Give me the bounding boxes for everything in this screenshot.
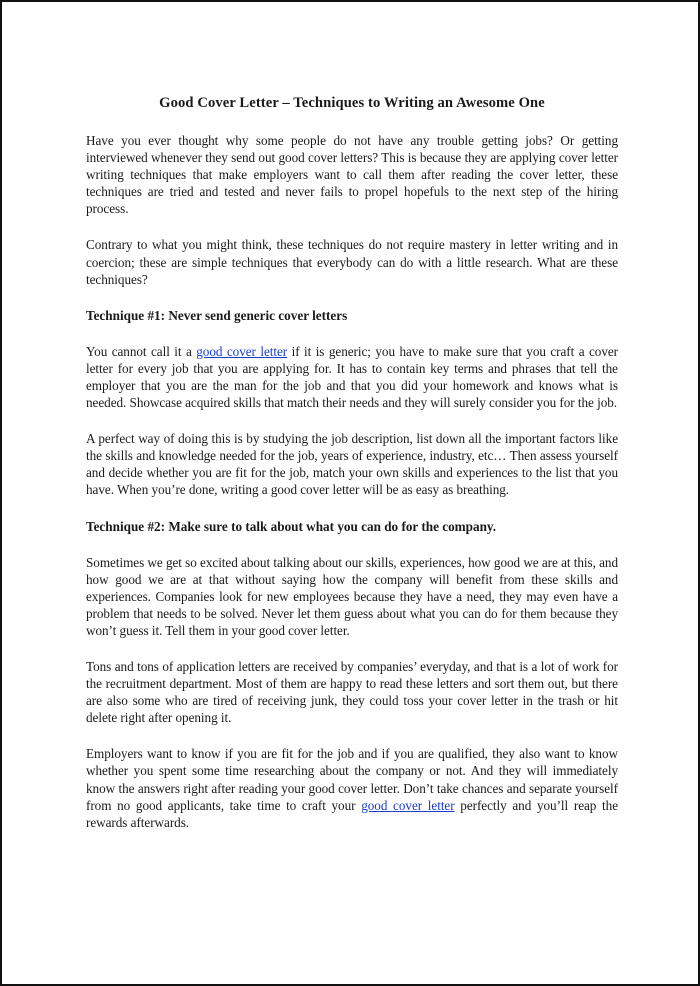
- paragraph-text: You cannot call it a: [86, 343, 197, 359]
- good-cover-letter-link[interactable]: good cover letter: [196, 343, 288, 359]
- technique-2-paragraph-3: [86, 745, 618, 830]
- technique-1-paragraph-1: [86, 343, 618, 411]
- paragraph-text: if it is generic; you have to make sure that you craft a cover letter for every job that you are applying for. It has to contain key terms and phrases that tell the employer that you are the man for the job and that you did your homework and knows what is needed. Showcase acquired skills that match their needs and they will surely consider you for the job.: [86, 343, 619, 411]
- paragraph-text: perfectly and you’ll reap the rewards afterwards.: [86, 797, 618, 830]
- intro-paragraph-1: Have you ever thought why some people do not have any trouble getting jobs? Or getting interviewed whenever they send out good cover letters? This is because they are applying cover letter writing techniques that make employers want to call them after reading the cover letter, these techniques are tried and tested and never fails to propel hopefuls to the next step of the hiring process.: [86, 133, 618, 217]
- good-cover-letter-link[interactable]: good cover letter: [361, 797, 455, 813]
- document-body: [86, 94, 618, 850]
- document-title: Good Cover Letter – Techniques to Writing an Awesome One: [159, 95, 545, 111]
- technique-2-paragraph-1: Sometimes we get so excited about talking about our skills, experiences, how good we are at this, and how good we are at that without saying how the company will benefit from these skills and experiences. Companies look for new employees because they have a need, they may even have a problem that needs to be solved. Never let them guess about what you can do for them because they won’t guess it. Tell them in your good cover letter.: [86, 554, 618, 638]
- technique-1-heading: Technique #1: Never send generic cover letters: [86, 307, 348, 323]
- intro-paragraph-2: Contrary to what you might think, these techniques do not require mastery in letter writing and in coercion; these are simple techniques that everybody can do with a little research. What are these techniques?: [86, 237, 618, 287]
- technique-1-paragraph-2: A perfect way of doing this is by studying the job description, list down all the important factors like the skills and knowledge needed for the job, years of experience, industry, etc… Then assess yourself and decide whether you are fit for the job, match your own skills and experiences to the list that you have. When you’re done, writing a good cover letter will be as easy as breathing.: [86, 431, 618, 498]
- technique-2-paragraph-2: Tons and tons of application letters are received by companies’ everyday, and that is a lot of work for the recruitment department. Most of them are happy to read these letters and sort them out, but there are also some who are tired of receiving junk, they could toss your cover letter in the trash or hit delete right after opening it.: [86, 658, 618, 726]
- paragraph-text: Employers want to know if you are fit for the job and if you are qualified, they also want to know whether you spent some time researching about the company or not. And they will immediately know the answers right after reading your good cover letter. Don’t take chances and separate yourself from no good applicants, take time to craft your: [86, 746, 618, 813]
- technique-2-heading: Technique #2: Make sure to talk about what you can do for the company.: [86, 518, 497, 534]
